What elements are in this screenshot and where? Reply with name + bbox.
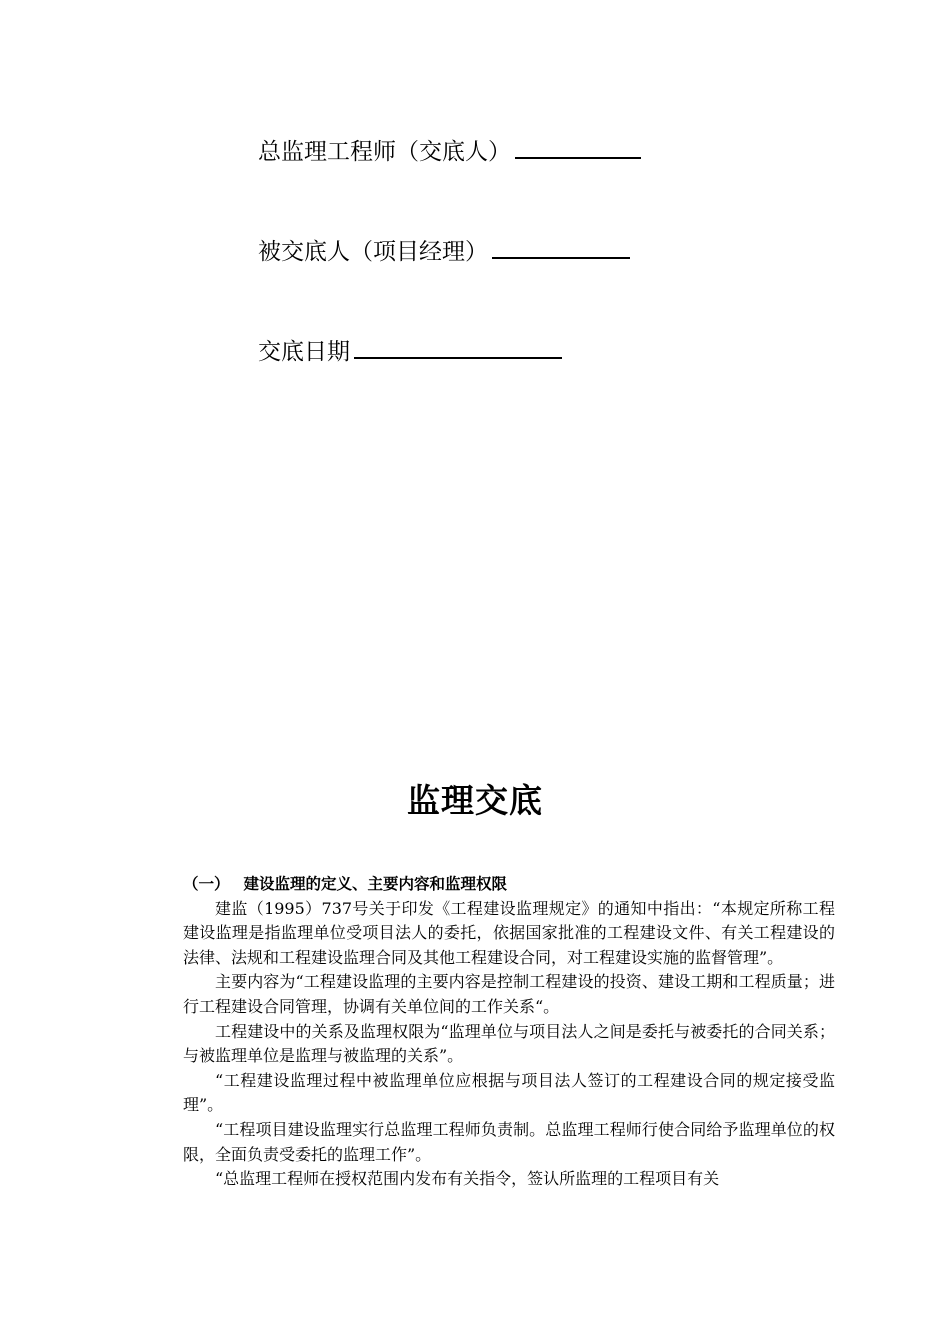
paragraph: “工程建设监理过程中被监理单位应根据与项目法人签订的工程建设合同的规定接受监理”。 (183, 1070, 835, 1115)
paragraph: “工程项目建设监理实行总监理工程师负责制。总监理工程师行使合同给予监理单位的权限，全面负责受委托的监理工作”。 (183, 1119, 835, 1164)
recipient-label: 被交底人（项目经理） (258, 239, 488, 265)
date-blank (354, 333, 562, 359)
chief-engineer-label: 总监理工程师（交底人） (258, 139, 511, 165)
recipient-signature-line (258, 233, 630, 267)
section-1-heading (183, 872, 835, 897)
section-1-heading-text: 建设监理的定义、主要内容和监理权限 (243, 875, 508, 893)
chief-engineer-signature-line (258, 133, 641, 167)
date-signature-line (258, 333, 562, 367)
paragraph: 主要内容为“工程建设监理的主要内容是控制工程建设的投资、建设工期和工程质量；进行工程建设合同管理，协调有关单位间的工作关系“。 (183, 972, 835, 1016)
paragraph: “总监理工程师在授权范围内发布有关指令，签认所监理的工程项目有关 (215, 1169, 720, 1189)
document-title: 监理交底 (407, 781, 543, 820)
date-label: 交底日期 (258, 339, 350, 365)
chief-engineer-blank (515, 133, 641, 159)
section-1 (183, 872, 835, 1192)
recipient-blank (492, 233, 630, 259)
paragraph: 建监（1995）737号关于印发《工程建设监理规定》的通知中指出：“本规定所称工程建设监理是指监理单位受项目法人的委托，依据国家批准的工程建设文件、有关工程建设的法律、法规和工程建设监理合同及其他工程建设合同，对工程建设实施的监督管理”。 (183, 898, 835, 967)
paragraph: 工程建设中的关系及监理权限为“监理单位与项目法人之间是委托与被委托的合同关系；与被监理单位是监理与被监理的关系”。 (183, 1021, 835, 1066)
section-1-number: （一） (183, 875, 230, 893)
